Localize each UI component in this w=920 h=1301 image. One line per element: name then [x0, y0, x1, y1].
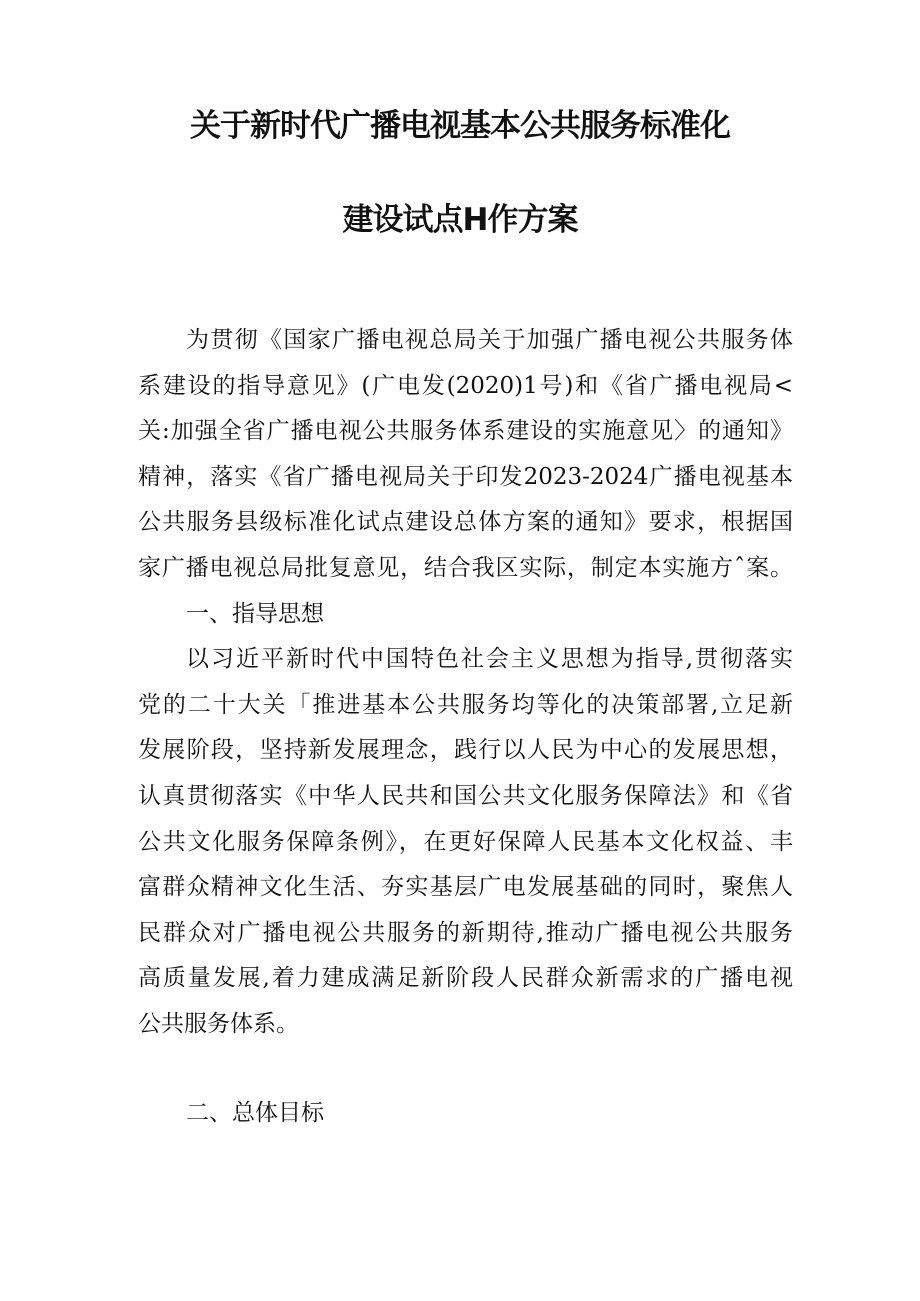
paragraph-1-line: 家广播电视总局批复意见，结合我区实际，制定本实施方ˆ案。: [138, 554, 793, 581]
paragraph-2-line: 发展阶段，坚持新发展理念，践行以人民为中心的发展思想，: [138, 737, 793, 764]
paragraph-1-line: 为贯彻《国家广播电视总局关于加强广播电视公共服务体: [186, 327, 793, 353]
paragraph-1-line: 公共服务县级标准化试点建设总体方案的通知》要求，根据国: [138, 509, 793, 536]
section-1-heading: 一、指导思想: [186, 600, 324, 627]
paragraph-2-line: 富群众精神文化生活、夯实基层广电发展基础的同时，聚焦人: [138, 874, 793, 901]
document-body: [138, 318, 793, 1048]
paragraph-2-line: 公共服务体系。: [138, 1010, 299, 1037]
paragraph-2-line: 高质量发展,着力建成满足新阶段人民群众新需求的广播电视: [138, 965, 793, 992]
paragraph-2-line: 认真贯彻落实《中华人民共和国公共文化服务保障法》和《省: [138, 782, 793, 809]
paragraph-1-line: 系建设的指导意见》(广电发(2020)1号)和《省广播电视局<: [138, 372, 793, 399]
paragraph-2-line: 公共文化服务保障条例》，在更好保障人民基本文化权益、丰: [138, 828, 793, 855]
paragraph-1-line: 精神，落实《省广播电视局关于印发2023-2024广播电视基本: [138, 463, 793, 490]
paragraph-2-line: 党的二十大关「推进基本公共服务均等化的决策部署,立足新: [138, 691, 793, 718]
paragraph-2-line: 民群众对广播电视公共服务的新期待,推动广播电视公共服务: [138, 919, 793, 946]
document-title-line-1: 关于新时代广播电视基本公共服务标准化: [190, 108, 730, 144]
paragraph-1-line: 关:加强全省广播电视公共服务体系建设的实施意见〉的通知》: [138, 418, 793, 445]
document-title-line-2: 建设试点H作方案: [342, 202, 578, 238]
paragraph-2-line: 以习近平新时代中国特色社会主义思想为指导,贯彻落实: [186, 646, 793, 673]
section-2-heading: 二、总体目标: [186, 1100, 324, 1126]
